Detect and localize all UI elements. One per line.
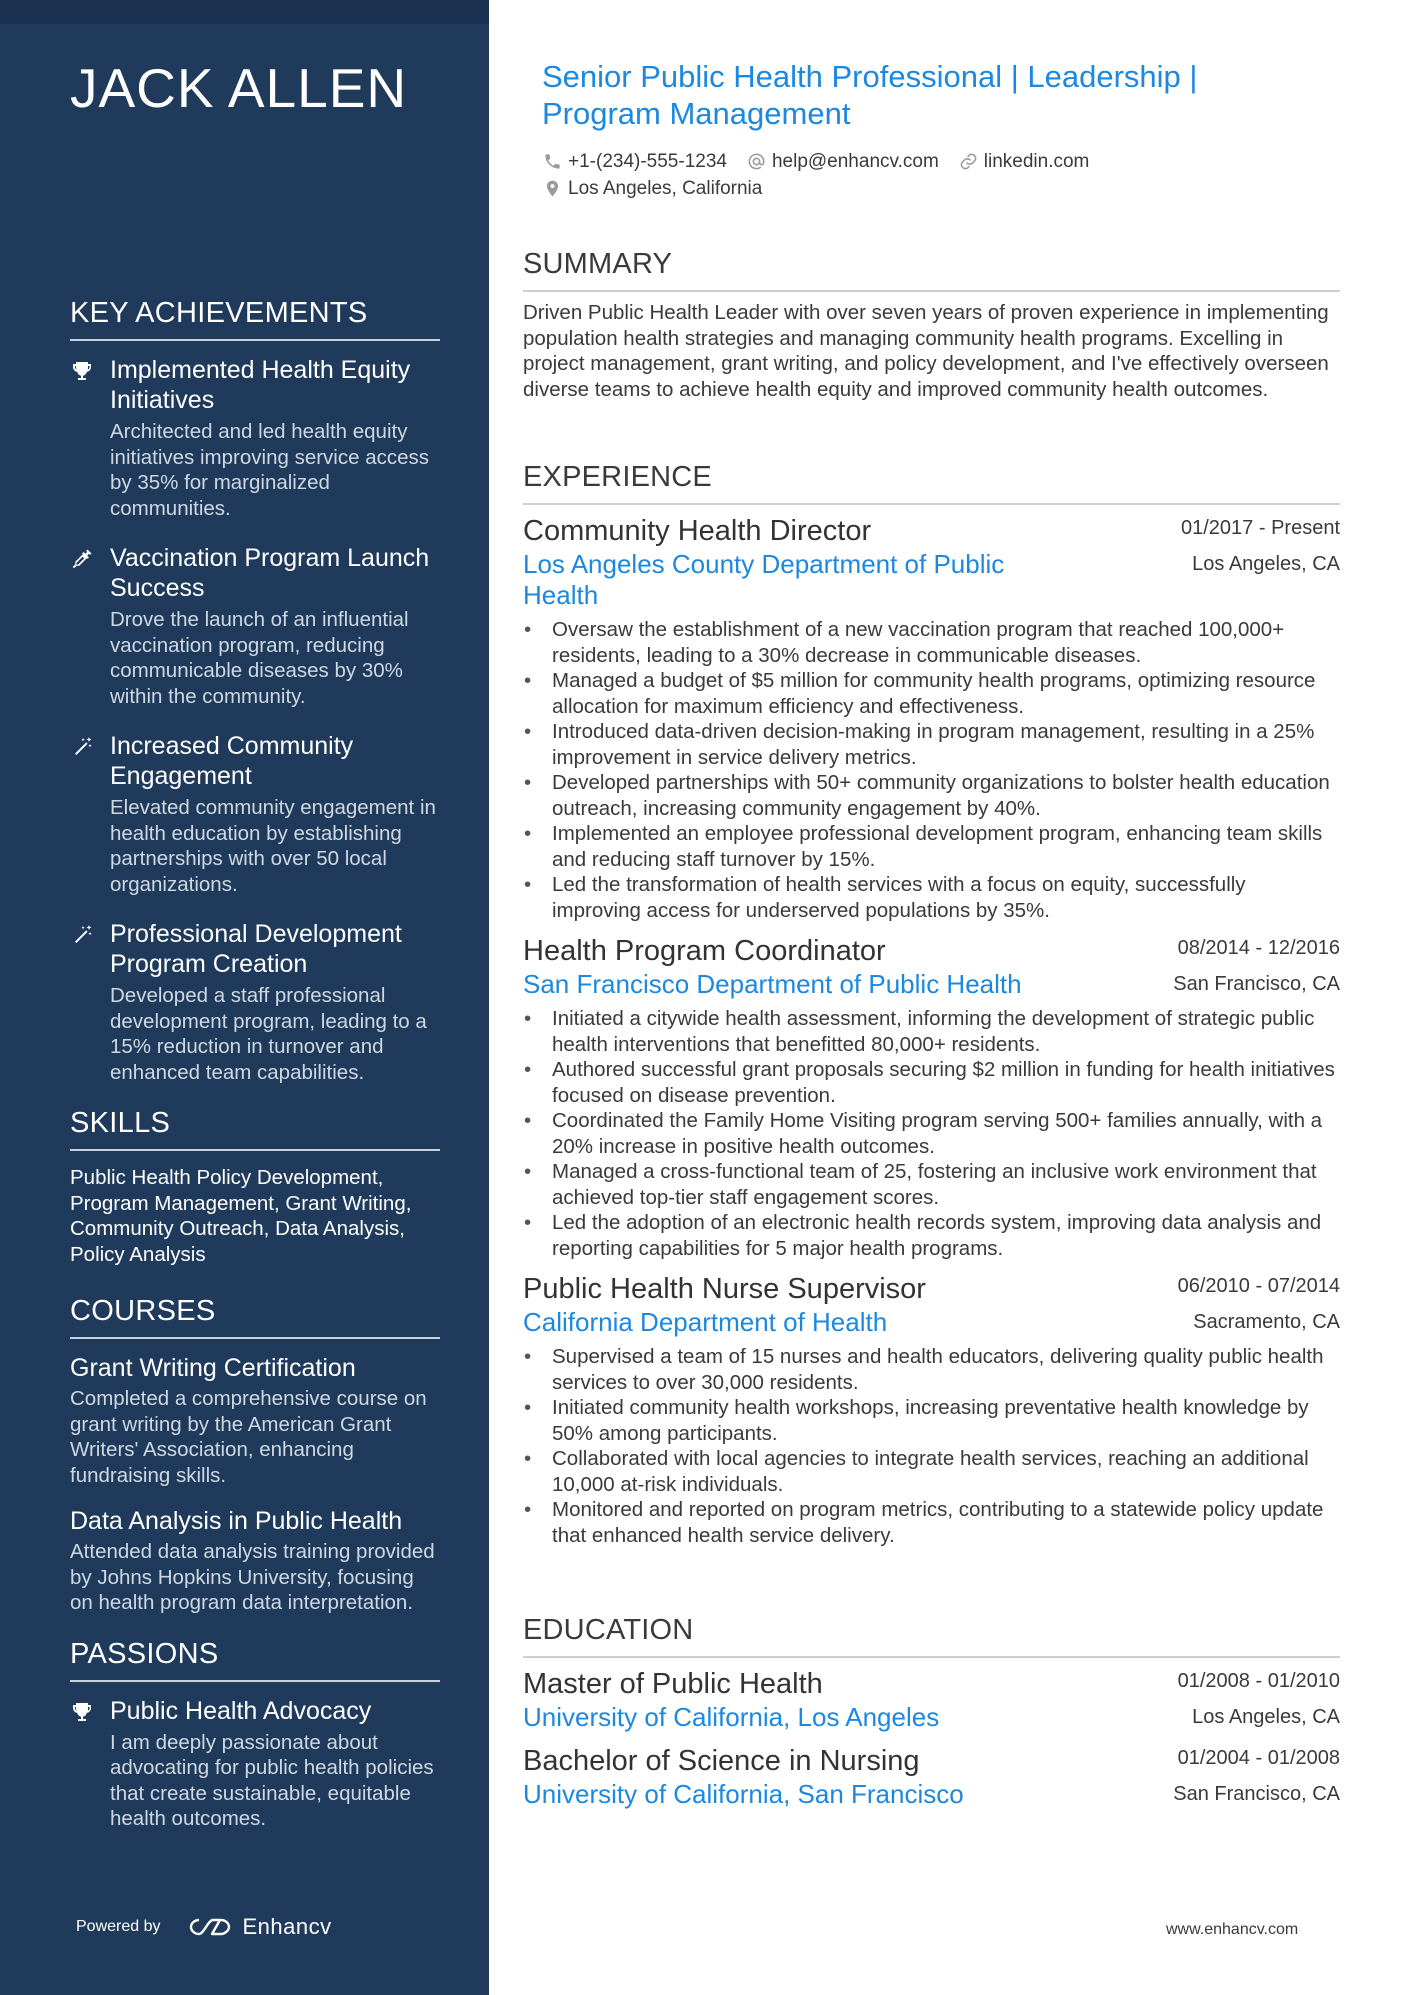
bullet-item: • Developed partnerships with 50+ community organizations to bolster health education outreach, increasing community engagement by 40%. bbox=[523, 770, 1340, 821]
job-company: California Department of Health bbox=[523, 1307, 888, 1337]
powered-by bbox=[76, 1914, 332, 1940]
skills-list: Public Health Policy Development, Program Management, Grant Writing, Community Outreach, Data Analysis, Policy Analysis bbox=[70, 1166, 412, 1266]
bullet-item: • Initiated a citywide health assessment, informing the development of strategic public health interventions that benefitted 80,000+ residents. bbox=[523, 1006, 1340, 1057]
degree: Bachelor of Science in Nursing bbox=[523, 1745, 920, 1777]
education-dates: 01/2004 - 01/2008 bbox=[1177, 1747, 1340, 1769]
achievement-item bbox=[70, 543, 440, 709]
education-location: Los Angeles, CA bbox=[1192, 1706, 1340, 1728]
achievement-item bbox=[70, 919, 440, 1085]
contact-info bbox=[543, 148, 1243, 202]
job-entry bbox=[523, 1271, 1340, 1548]
syringe-icon bbox=[70, 543, 110, 709]
candidate-name: JACK ALLEN bbox=[70, 57, 408, 119]
contact-location bbox=[543, 178, 762, 200]
skills-section bbox=[70, 1107, 440, 1267]
sidebar-top-bar bbox=[0, 0, 489, 24]
job-title: Health Program Coordinator bbox=[523, 935, 886, 967]
link-icon bbox=[959, 152, 978, 171]
contact-linkedin[interactable] bbox=[959, 151, 1090, 173]
job-company: Los Angeles County Department of Public Health bbox=[523, 549, 1005, 610]
section-title: SUMMARY bbox=[523, 248, 1340, 292]
bullet-item: • Introduced data-driven decision-making in program management, resulting in a 25% improvement in service delivery metrics. bbox=[523, 719, 1340, 770]
trophy-icon bbox=[70, 1696, 110, 1832]
bullet-item: • Initiated community health workshops, increasing preventative health knowledge by 50% among participants. bbox=[523, 1395, 1340, 1446]
headline: Senior Public Health Professional | Leadership | Program Management bbox=[542, 59, 1198, 131]
summary-section bbox=[523, 248, 1340, 402]
job-bullets bbox=[523, 1006, 1340, 1261]
education-section bbox=[523, 1614, 1340, 1820]
bullet-item: • Implemented an employee professional development program, enhancing team skills and reducing staff turnover by 15%. bbox=[523, 821, 1340, 872]
school: University of California, Los Angeles bbox=[523, 1702, 940, 1732]
location-text: Los Angeles, California bbox=[568, 177, 763, 199]
education-entry bbox=[523, 1743, 1340, 1810]
course-item bbox=[70, 1353, 440, 1488]
enhancv-logo[interactable] bbox=[187, 1914, 332, 1940]
email-text: help@enhancv.com bbox=[771, 150, 939, 172]
achievement-title: Implemented Health Equity Initiatives bbox=[110, 356, 411, 414]
bullet-item: • Led the adoption of an electronic health records system, improving data analysis and reporting capabilities for 5 major health programs. bbox=[523, 1210, 1340, 1261]
bullet-item: • Coordinated the Family Home Visiting program serving 500+ families annually, with a 20% increase in positive health outcomes. bbox=[523, 1108, 1340, 1159]
enhancv-logo-icon bbox=[187, 1915, 233, 1939]
section-title: SKILLS bbox=[70, 1107, 440, 1151]
phone-text: +1-(234)-555-1234 bbox=[568, 150, 727, 172]
job-dates: 01/2017 - Present bbox=[1181, 517, 1340, 539]
job-entry bbox=[523, 933, 1340, 1261]
at-icon bbox=[747, 152, 766, 171]
achievement-title: Increased Community Engagement bbox=[110, 732, 354, 790]
section-title: EDUCATION bbox=[523, 1614, 1340, 1658]
bullet-item: • Collaborated with local agencies to integrate health services, reaching an additional 10,000 at-risk individuals. bbox=[523, 1446, 1340, 1497]
passion-title: Public Health Advocacy bbox=[110, 1696, 372, 1725]
section-title: EXPERIENCE bbox=[523, 461, 1340, 505]
footer-url[interactable]: www.enhancv.com bbox=[1166, 1921, 1299, 1938]
magic-wand-icon bbox=[70, 731, 110, 897]
sidebar bbox=[0, 0, 489, 1995]
course-title: Grant Writing Certification bbox=[70, 1354, 356, 1382]
achievement-description: Architected and led health equity initiatives improving service access by 35% for marginalized communities. bbox=[110, 420, 430, 520]
brand-name: Enhancv bbox=[242, 1914, 332, 1939]
bullet-item: • Managed a cross-functional team of 25, fostering an inclusive work environment that achieved top-tier staff engagement scores. bbox=[523, 1159, 1340, 1210]
degree: Master of Public Health bbox=[523, 1668, 823, 1700]
job-dates: 06/2010 - 07/2014 bbox=[1177, 1275, 1340, 1297]
bullet-item: • Supervised a team of 15 nurses and health educators, delivering quality public health services to over 30,000 residents. bbox=[523, 1344, 1340, 1395]
school: University of California, San Francisco bbox=[523, 1779, 964, 1809]
job-title: Community Health Director bbox=[523, 515, 872, 547]
job-location: Sacramento, CA bbox=[1193, 1311, 1340, 1333]
achievement-item bbox=[70, 355, 440, 521]
job-entry bbox=[523, 513, 1340, 923]
education-dates: 01/2008 - 01/2010 bbox=[1177, 1670, 1340, 1692]
summary-text: Driven Public Health Leader with over seven years of proven experience in implementing population health strategies and managing community health programs. Excelling in project management, grant writing, and policy development, and I've effectively overseen diverse teams to achieve health equity and improved community health outcomes. bbox=[523, 301, 1329, 401]
job-location: San Francisco, CA bbox=[1173, 973, 1340, 995]
contact-phone[interactable] bbox=[543, 151, 727, 173]
bullet-item: • Monitored and reported on program metrics, contributing to a statewide policy update that enhanced health service delivery. bbox=[523, 1497, 1340, 1548]
bullet-item: • Led the transformation of health services with a focus on equity, successfully improving access for underserved populations by 35%. bbox=[523, 872, 1340, 923]
section-title: COURSES bbox=[70, 1295, 440, 1339]
job-bullets bbox=[523, 617, 1340, 923]
achievement-description: Elevated community engagement in health education by establishing partnerships with over 50 local organizations. bbox=[110, 796, 436, 896]
section-title: KEY ACHIEVEMENTS bbox=[70, 297, 440, 341]
powered-by-label: Powered by bbox=[76, 1918, 161, 1935]
bullet-item: • Managed a budget of $5 million for community health programs, optimizing resource allocation for maximum efficiency and effectiveness. bbox=[523, 668, 1340, 719]
job-title: Public Health Nurse Supervisor bbox=[523, 1273, 926, 1305]
courses-section bbox=[70, 1295, 440, 1616]
passions-section bbox=[70, 1638, 440, 1832]
linkedin-text: linkedin.com bbox=[983, 150, 1090, 172]
job-company: San Francisco Department of Public Health bbox=[523, 969, 1022, 999]
course-description: Attended data analysis training provided by Johns Hopkins University, focusing on health program data interpretation. bbox=[70, 1540, 435, 1614]
phone-icon bbox=[543, 152, 562, 171]
job-bullets bbox=[523, 1344, 1340, 1548]
job-dates: 08/2014 - 12/2016 bbox=[1177, 937, 1340, 959]
passion-description: I am deeply passionate about advocating for public health policies that create sustainable, equitable health outcomes. bbox=[110, 1730, 434, 1830]
achievement-item bbox=[70, 731, 440, 897]
section-title: PASSIONS bbox=[70, 1638, 440, 1682]
job-location: Los Angeles, CA bbox=[1192, 553, 1340, 575]
experience-section bbox=[523, 461, 1340, 1558]
location-pin-icon bbox=[543, 179, 562, 198]
magic-wand-icon bbox=[70, 919, 110, 1085]
trophy-icon bbox=[70, 355, 110, 521]
course-item bbox=[70, 1506, 440, 1616]
contact-email[interactable] bbox=[747, 151, 939, 173]
bullet-item: • Authored successful grant proposals securing $2 million in funding for health initiatives focused on disease prevention. bbox=[523, 1057, 1340, 1108]
achievement-description: Developed a staff professional development program, leading to a 15% reduction in turnover and enhanced team capabilities. bbox=[110, 984, 427, 1084]
achievement-description: Drove the launch of an influential vaccination program, reducing communicable diseases by 30% within the community. bbox=[110, 608, 409, 708]
education-location: San Francisco, CA bbox=[1173, 1783, 1340, 1805]
passion-item bbox=[70, 1696, 440, 1832]
course-description: Completed a comprehensive course on grant writing by the American Grant Writers' Association, enhancing fundraising skills. bbox=[70, 1387, 427, 1487]
achievement-title: Professional Development Program Creation bbox=[110, 920, 402, 978]
education-entry bbox=[523, 1666, 1340, 1733]
key-achievements-section bbox=[70, 297, 440, 1085]
achievement-title: Vaccination Program Launch Success bbox=[110, 544, 430, 602]
course-title: Data Analysis in Public Health bbox=[70, 1507, 403, 1535]
bullet-item: • Oversaw the establishment of a new vaccination program that reached 100,000+ residents, leading to a 30% decrease in communicable diseases. bbox=[523, 617, 1340, 668]
